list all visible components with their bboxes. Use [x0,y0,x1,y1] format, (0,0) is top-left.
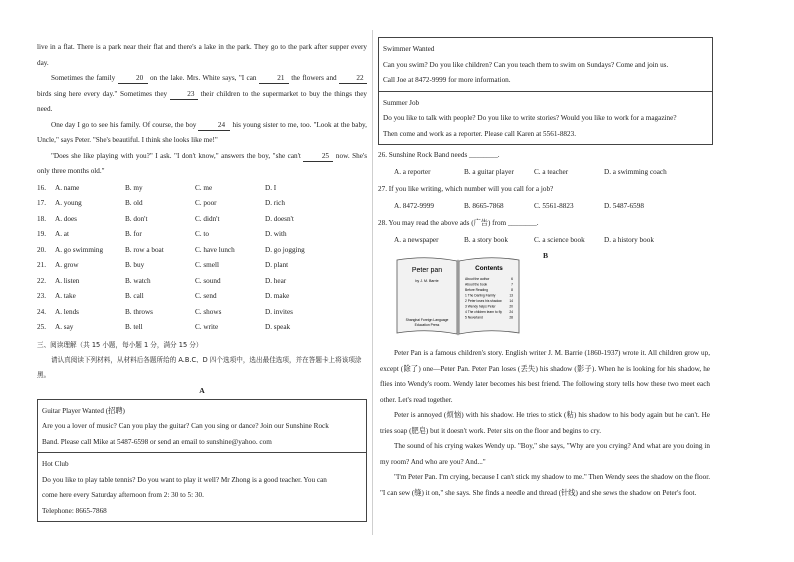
text-segment: their children to the supermarket to buy the things they need. [37,89,367,113]
option-row-18 [37,212,367,228]
ad-title: Hot Club [42,460,69,468]
option-c[interactable]: C. a science book [534,236,585,244]
passage-paragraph-3 [37,118,367,149]
option-b[interactable]: B. old [125,199,143,208]
question-number: 24. [37,307,46,316]
option-b[interactable]: B. a story book [464,236,508,244]
option-b[interactable]: B. 8665-7868 [464,202,504,210]
question-number: 22. [37,276,46,285]
option-a[interactable]: A. take [55,292,76,301]
contents-entry: 5 Neverland [465,315,483,320]
question-26: 26. Sunshine Rock Band needs ________. [378,151,500,159]
text-segment: One day I go to see his family. Of course, the boy [51,120,199,129]
option-a[interactable]: A. does [55,214,77,223]
option-a[interactable]: A. young [55,199,82,208]
question-27: 27. If you like writing, which number will you call for a job? [378,185,554,193]
option-c[interactable]: C. didn't [195,214,220,223]
option-d[interactable]: D. 5487-6598 [604,202,644,210]
option-d[interactable]: D. rich [265,199,285,208]
left-column [37,40,367,522]
question-28-options [378,232,713,249]
section-title-reading: 三、阅读理解（共 15 小题，每小题 1 分，满分 15 分） [37,340,203,349]
option-a[interactable]: A. listen [55,276,80,285]
ad-text: Do you like to talk with people? Do you like to write stories? Would you like to work for a magazine? [383,114,677,122]
option-a[interactable]: A. say [55,323,74,332]
contents-page: 7 [511,282,513,287]
ad-title: Guitar Player Wanted (招聘) [42,406,125,415]
question-27-options [378,198,713,215]
contents-entry: About the book [465,282,488,287]
option-b[interactable]: B. throws [125,307,153,316]
blank-20: 20 [118,73,148,84]
option-b[interactable]: B. call [125,292,144,301]
option-c[interactable]: C. smell [195,261,219,270]
ad-text: Do you like to play table tennis? Do you want to play it well? Mr Zhong is a good teacher. You can [42,475,327,484]
passage-paragraph-2 [37,71,367,118]
text-segment: now. She's only three months old." [37,151,367,175]
ad-text: Band. Please call Mike at 5487-6598 or send an email to sunshine@yahoo. com [42,437,272,446]
question-number: 17. [37,199,46,208]
story-paragraph-1: Peter Pan is a famous children's story. English writer J. M. Barrie (1860-1937) wrote it. All children grow up, except (除了) one—Peter Pan. Peter Pan loses (丢失) his shadow (影子). When he is looking for his shadow, he flies into Wendy's room. Wendy later becomes his best friend. The following story tells how these two meet each other. Let's read together. [380,349,710,404]
option-row-22 [37,274,367,290]
contents-entry: 4 The children learn to fly [465,310,502,314]
option-b[interactable]: B. for [125,230,142,239]
ad-text: Telephone: 8665-7868 [42,506,107,515]
option-c[interactable]: C. send [195,292,217,301]
option-d[interactable]: D. with [265,230,287,239]
story-passage-b [380,346,710,501]
ad-guitar-player [37,399,367,454]
question-number: 19. [37,230,46,239]
book-spine [457,260,459,336]
option-c[interactable]: C. to [195,230,209,239]
option-row-25 [37,320,367,336]
option-row-17 [37,196,367,212]
ad-text: Can you swim? Do you like children? Can you teach them to swim on Sundays? Come and join us. [383,60,669,69]
contents-page: 8 [511,288,513,292]
option-d[interactable]: D. doesn't [265,214,294,223]
passage-paragraph-4 [37,149,367,180]
contents-page: 24 [509,310,513,314]
options-list [37,181,367,336]
option-a[interactable]: A. lends [55,307,79,316]
text-segment: birds sing here every day." Sometimes they [37,89,170,98]
contents-entry: 2 Peter loses his shadow [465,299,502,303]
option-c[interactable]: C. shows [195,307,222,316]
option-row-16 [37,181,367,197]
contents-page: 20 [509,304,513,309]
reading-instruction: 请认真阅读下列材料，从材料后各题所给的 A.B.C、D 四个选项中，选出最佳选项，并在答题卡上将该项涂黑。 [37,355,362,379]
story-paragraph-4: "I'm Peter Pan. I'm crying, because I can't stick my shadow to me." Then Wendy sees the shadow on the floor. "I can sew (缝) it on," she says. She finds a needle and thread (针线) and she sews the shadow on Peter's foot. [380,473,710,497]
option-d[interactable]: D. make [265,292,290,301]
question-number: 21. [37,261,46,270]
option-c[interactable]: C. have lunch [195,245,235,254]
option-b[interactable]: B. tell [125,323,143,332]
column-divider [372,30,373,535]
question-28: 28. You may read the above ads (广告) from ________. [378,219,539,227]
contents-entry: 3 Wendy helps Peter [465,304,496,309]
ad-summer-job [378,92,713,146]
right-column [378,37,713,262]
question-number: 16. [37,183,46,192]
passage-paragraph-1: live in a flat. There is a park near their flat and there's a lake in the park. They go to the park after supper every day. [37,43,367,67]
option-b[interactable]: B. watch [125,276,151,285]
story-paragraph-2: Peter is annoyed (烦恼) with his shadow. He tries to stick (粘) his shadow to his body again but he can't. He tries soap (肥皂) but it doesn't work. Peter sits on the floor and begins to cry. [380,411,710,435]
ad-text: Call Joe at 8472-9999 for more information. [383,76,511,84]
blank-24: 24 [198,120,230,131]
text-segment: the flowers and [288,74,339,82]
option-b[interactable]: B. my [125,183,143,192]
text-segment: on the lake. Mrs. White says, "I can [147,74,259,82]
contents-title: Contents [475,265,503,272]
option-d[interactable]: D. invites [265,307,293,316]
book-illustration [395,254,521,338]
book-title: Peter pan [411,267,443,274]
option-row-21 [37,258,367,274]
option-a[interactable]: A. 8472-9999 [394,202,434,210]
ad-title: Summer Job [383,98,420,107]
option-d[interactable]: D. a swimming coach [604,168,667,176]
question-number: 20. [37,245,46,254]
option-d[interactable]: D. a history book [604,236,654,244]
option-row-24 [37,305,367,321]
contents-page: 13 [509,293,513,298]
option-a[interactable]: A. grow [55,261,79,270]
option-c[interactable]: C. poor [195,199,217,208]
option-a[interactable]: A. name [55,183,80,192]
question-number: 18. [37,214,46,223]
question-number: 25. [37,323,46,332]
passage-heading-a: A [199,385,205,395]
option-c[interactable]: C. me [195,183,213,192]
option-a[interactable]: A. go swimming [55,245,104,254]
ad-text: come here every Saturday afternoon from 2: 30 to 5: 30. [42,491,204,499]
option-row-23 [37,289,367,305]
option-d[interactable]: D. I [265,183,277,192]
book-publisher-line-1: Shanghai Foreign Language [405,318,449,322]
book-author: by J. M. Barrie [415,279,439,283]
option-d[interactable]: D. hear [265,276,287,285]
blank-23: 23 [170,89,198,100]
option-c[interactable]: C. sound [195,276,221,285]
option-b[interactable]: B. don't [125,214,148,223]
story-paragraph-3: The sound of his crying wakes Wendy up. "Boy," she says, "Why are you crying? And what are you doing in my room? And who are you? And..." [380,442,710,466]
text-segment: Sometimes the family [51,74,118,82]
option-d[interactable]: D. speak [265,323,291,332]
blank-22: 22 [339,73,367,84]
contents-page: 14 [509,299,513,303]
question-26-options [378,164,713,181]
option-row-20 [37,243,367,259]
ad-hot-club [37,453,367,522]
contents-entry: Before Reading [465,288,488,292]
ad-text: Then come and work as a reporter. Please call Karen at 5561-8823. [383,129,576,138]
contents-entry: 1 The Darling Family [465,293,496,298]
book-publisher-line-2: Education Press [414,323,440,327]
option-a[interactable]: A. a reporter [394,168,431,176]
option-c[interactable]: C. a teacher [534,168,569,176]
blank-25: 25 [303,151,333,162]
text-segment: his young sister to me, too. "Look at the baby, Uncle," says Peter. "She's beautiful. I think she looks like me!" [37,120,367,144]
contents-page: 6 [511,277,513,281]
option-row-19 [37,227,367,243]
contents-entry: About the author [465,277,490,281]
question-number: 23. [37,292,46,301]
passage-heading-b: B [542,251,549,260]
contents-page: 28 [509,315,513,320]
ad-text: Are you a lover of music? Can you play the guitar? Can you sing or dance? Join our Sunshine Rock [42,422,329,430]
option-c[interactable]: C. 5561-8823 [534,202,574,210]
option-d[interactable]: D. go jogging [265,245,305,254]
blank-21: 21 [259,73,289,84]
option-a[interactable]: A. at [55,230,69,239]
option-a[interactable]: A. a newspaper [394,236,439,244]
ad-swimmer [378,37,713,92]
option-c[interactable]: C. write [195,323,219,332]
text-segment: "Does she like playing with you?" I ask. "I don't know," answers the boy, "she can't [51,151,304,160]
option-b[interactable]: B. buy [125,261,145,270]
option-b[interactable]: B. row a boat [125,245,164,254]
option-b[interactable]: B. a guitar player [464,168,514,176]
option-d[interactable]: D. plant [265,261,289,270]
ad-title: Swimmer Wanted [383,45,435,53]
